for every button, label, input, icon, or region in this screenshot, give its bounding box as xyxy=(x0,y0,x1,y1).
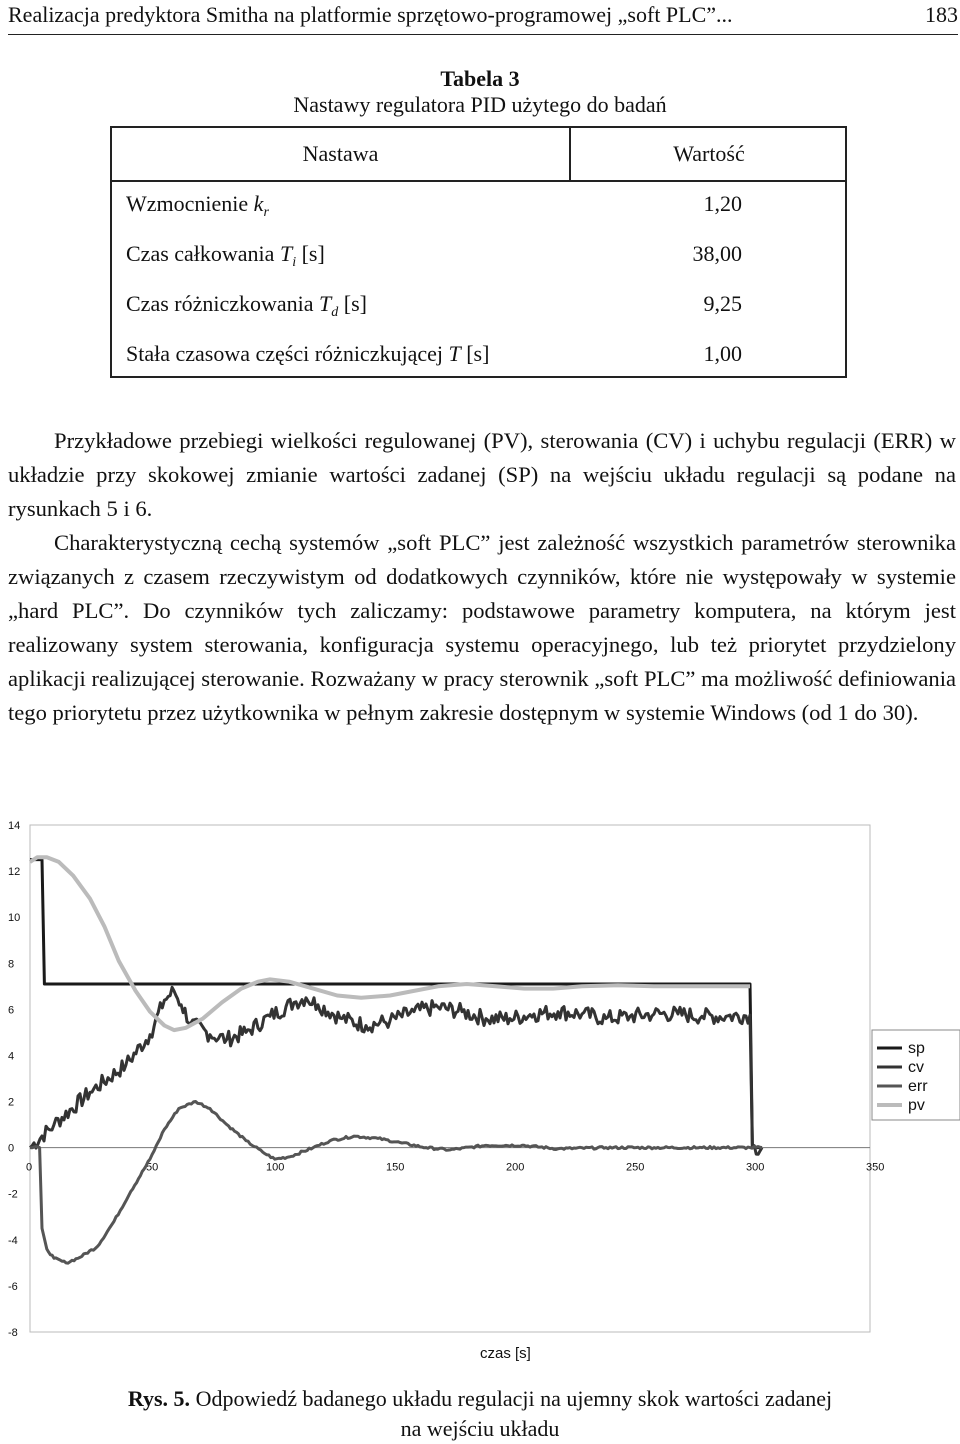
pid-settings-table xyxy=(110,126,847,378)
y-tick-label: 2 xyxy=(8,1096,15,1109)
x-tick-label: 150 xyxy=(386,1161,405,1174)
table-row-param: Stała czasowa części różniczkującej T [s] xyxy=(126,341,490,366)
paragraph: Przykładowe przebiegi wielkości regulowanej (PV), sterowania (CV) i uchybu regulacji (ERR) w układzie przy skokowej zmianie wartości zadanej (SP) na wejściu układu regulacji są podane na rysunkach 5 i 6. xyxy=(8,428,956,521)
y-tick-label: -4 xyxy=(8,1234,18,1247)
header-title: Realizacja predyktora Smitha na platformie sprzętowo-programowej „soft PLC”... xyxy=(8,2,733,27)
table-label: Tabela 3 xyxy=(440,66,520,91)
y-tick-label: 10 xyxy=(8,912,21,925)
table-row-value: 38,00 xyxy=(692,241,742,266)
series-line-err xyxy=(30,1102,765,1264)
table-header-param: Nastawa xyxy=(302,141,379,166)
table-row-param: Czas różniczkowania $T_d$ [s] xyxy=(126,291,367,320)
table-row-param: Wzmocnienie $k_r$ xyxy=(126,191,269,220)
x-tick-label: 100 xyxy=(266,1161,285,1174)
chart-svg xyxy=(0,808,960,1368)
series-line-sp xyxy=(30,860,762,1148)
x-tick-label: 0 xyxy=(26,1161,33,1174)
y-tick-label: 6 xyxy=(8,1004,15,1017)
y-tick-label: 0 xyxy=(8,1142,15,1155)
legend-label-err: err xyxy=(908,1078,928,1095)
y-tick-label: 12 xyxy=(8,866,21,879)
figure-caption xyxy=(0,1384,960,1444)
table-row-value: 1,20 xyxy=(703,191,742,216)
table-caption: Nastawy regulatora PID użytego do badań xyxy=(293,92,667,117)
header-rule xyxy=(8,34,958,35)
series-line-pv xyxy=(30,857,750,1030)
table-row-value: 9,25 xyxy=(703,291,742,316)
figure-caption-line2: na wejściu układu xyxy=(400,1416,560,1441)
figure-caption-line1: Odpowiedź badanego układu regulacji na ujemny skok wartości zadanej xyxy=(195,1386,833,1411)
legend-label-cv: cv xyxy=(908,1059,924,1076)
y-tick-label: 4 xyxy=(8,1050,15,1063)
table-row-value: 1,00 xyxy=(703,341,742,366)
x-tick-label: 50 xyxy=(146,1161,159,1174)
running-header xyxy=(8,2,958,32)
body-text xyxy=(8,424,956,730)
plot-frame xyxy=(30,825,870,1332)
y-tick-label: 8 xyxy=(8,958,15,971)
x-tick-label: 300 xyxy=(746,1161,765,1174)
response-chart xyxy=(0,808,960,1368)
x-tick-label: 350 xyxy=(866,1161,885,1174)
paragraph: Charakterystyczną cechą systemów „soft PLC” jest zależność wszystkich parametrów sterownika związanych z czasem rzeczywistym od dodatkowych czynników, które nie występowały w systemie „hard PLC”. Do czynników tych zaliczamy: podstawowe parametry komputera, na którym jest realizowany system sterowania, konfiguracja systemu operacyjnego, lub też priorytet przydzielony aplikacji realizującej sterowanie. Rozważany w pracy sterownik „soft PLC” ma możliwość definiowania tego priorytetu przez użytkownika w pełnym zakresie dostępnym w systemie Windows (od 1 do 30). xyxy=(8,530,956,725)
y-tick-label: -6 xyxy=(8,1280,18,1293)
table-row-param: Czas całkowania $T_i$ [s] xyxy=(126,241,325,270)
y-tick-label: -2 xyxy=(8,1188,18,1201)
page-number: 183 xyxy=(925,2,958,27)
table-header-rule xyxy=(112,180,845,182)
legend-label-pv: pv xyxy=(908,1097,925,1114)
x-tick-label: 250 xyxy=(626,1161,645,1174)
y-tick-label: -8 xyxy=(8,1327,18,1339)
x-tick-label: 200 xyxy=(506,1161,525,1174)
y-tick-label: 14 xyxy=(8,820,21,832)
x-axis-title: czas [s] xyxy=(480,1345,531,1362)
legend-label-sp: sp xyxy=(908,1040,925,1057)
figure-label: Rys. 5. xyxy=(127,1386,191,1411)
series-line-cv xyxy=(30,987,762,1154)
table-header-value: Wartość xyxy=(673,141,745,166)
